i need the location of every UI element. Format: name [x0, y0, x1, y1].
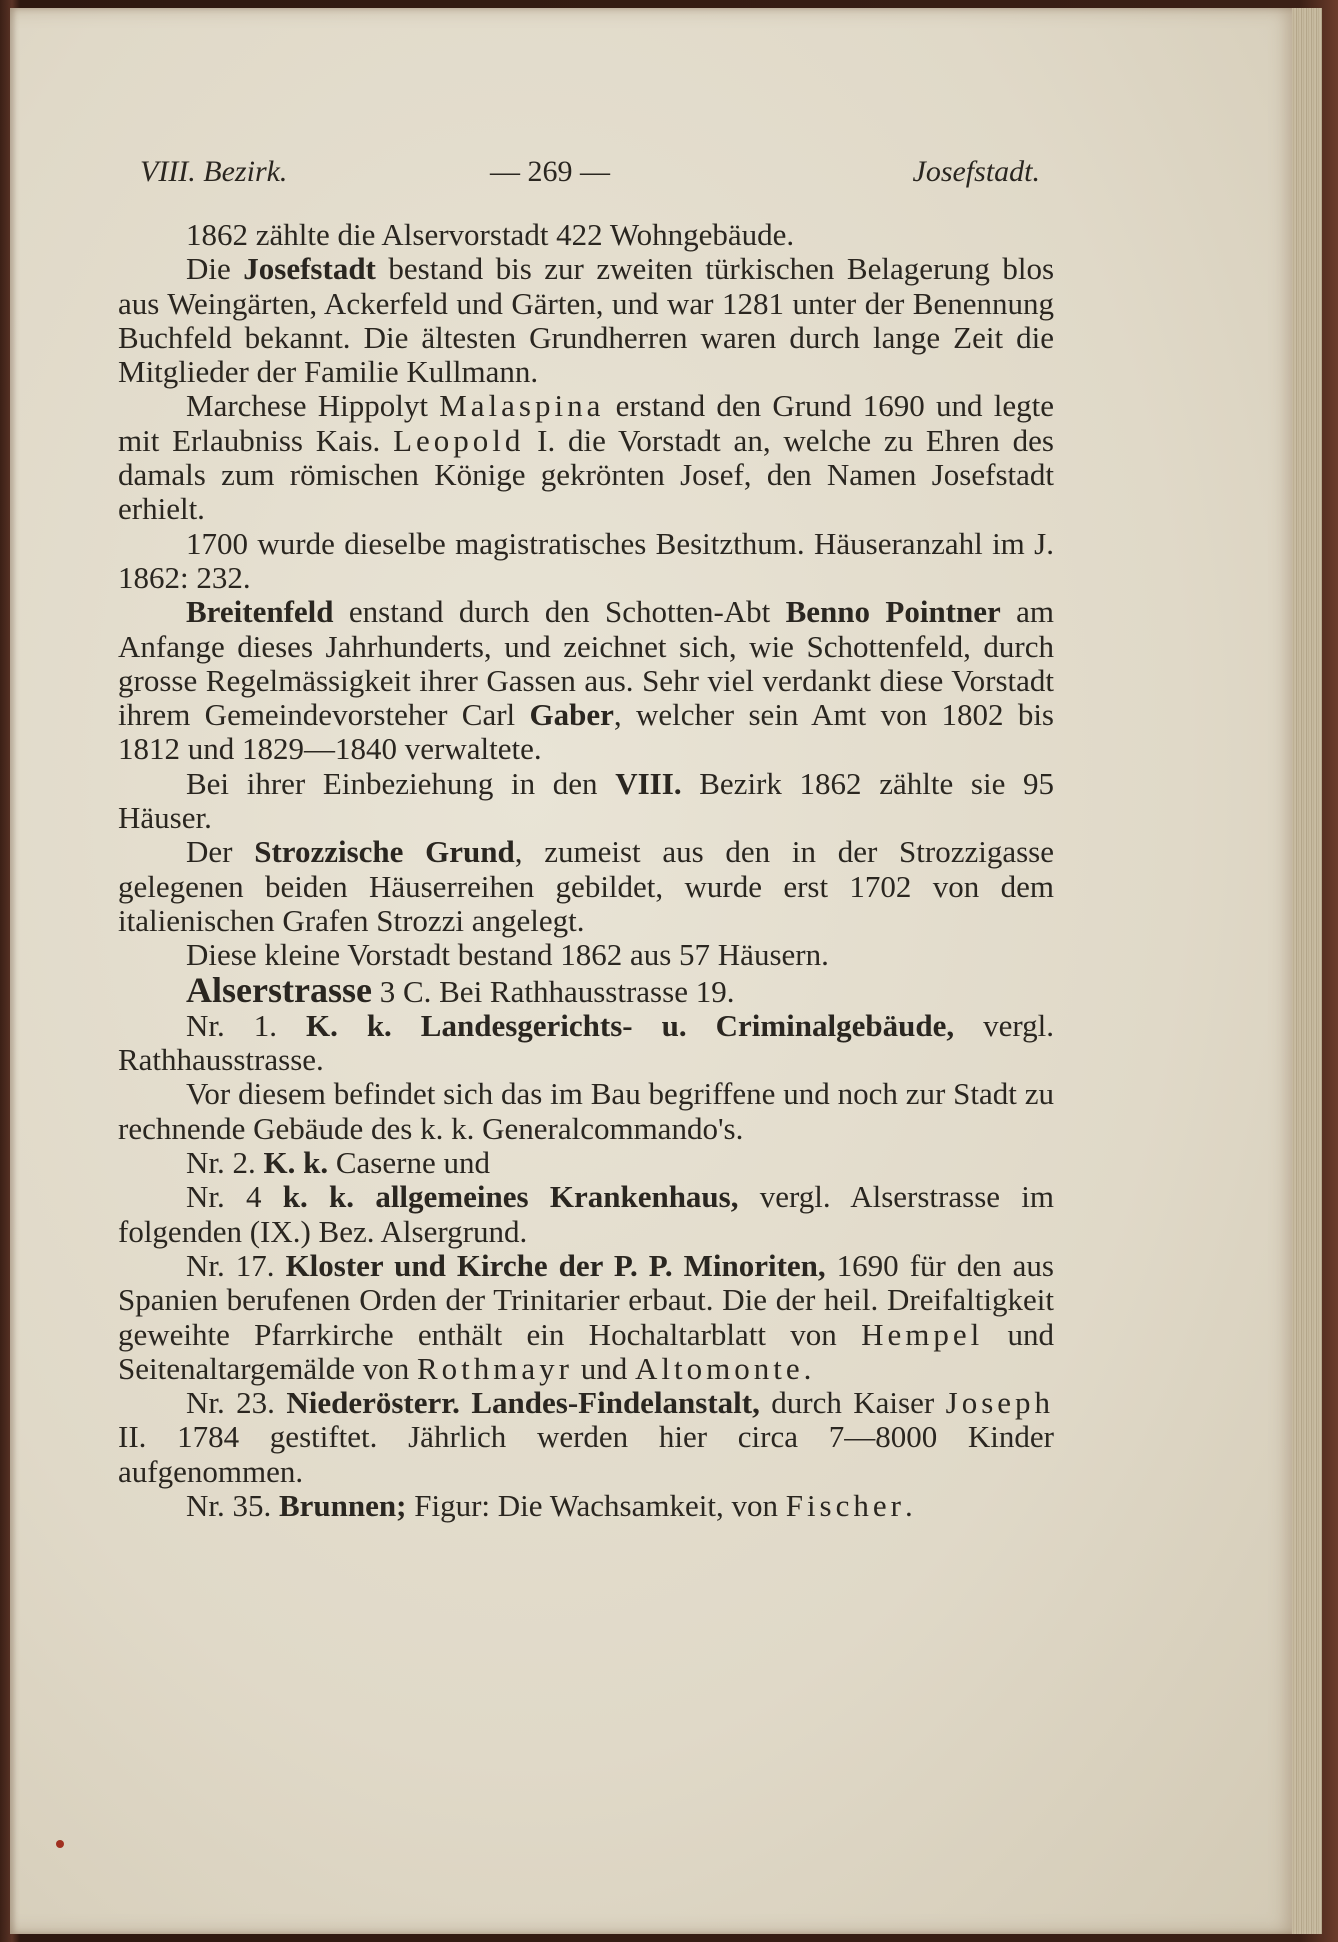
page-edges: [1292, 8, 1322, 1934]
paragraph: Diese kleine Vorstadt bestand 1862 aus 57 Häusern.: [186, 937, 829, 973]
paragraph: Vor diesem befindet sich das im Bau begriffene und noch zur Stadt zu rechnende Gebäude des k. k. Generalcommando's.: [118, 1076, 1054, 1146]
paragraph: Der Strozzische Grund, zumeist aus den in der Strozzigasse gelegenen beiden Häuserreihen gebildet, wurde erst 1702 von dem italienischen Grafen Strozzi angelegt.: [118, 834, 1055, 938]
paragraph: Marchese Hippolyt Malaspina erstand den Grund 1690 und legte mit Erlaubniss Kais. Leopold I. die Vorstadt an, welche zu Ehren des damals zum römischen Könige gekrönten Josef, den Namen Josefstadt erhielt.: [118, 388, 1055, 527]
entry: Nr. 23. Niederösterr. Landes-Findelanstalt, durch Kaiser Joseph II. 1784 gestiftet. Jährlich werden hier circa 7—8000 Kinder aufgenommen.: [118, 1385, 1055, 1489]
paragraph: Bei ihrer Einbeziehung in den VIII. Bezirk 1862 zählte sie 95 Häuser.: [118, 765, 1054, 836]
running-header: [140, 155, 1040, 195]
paragraph: Die Josefstadt bestand bis zur zweiten türkischen Belagerung blos aus Weingärten, Ackerfeld und Gärten, und war 1281 unter der Benennung Buchfeld bekannt. Die ältesten Grundherren waren durch lange Zeit die Mitglieder der Familie Kullmann.: [118, 251, 1055, 390]
page-number: — 269 —: [490, 155, 610, 188]
entry: Nr. 2. K. k. Caserne und: [186, 1145, 490, 1181]
entry: Nr. 35. Brunnen; Figur: Die Wachsamkeit, von Fischer.: [186, 1487, 913, 1523]
header-section: Josefstadt.: [912, 155, 1040, 188]
body-text: [118, 218, 1054, 1523]
entry: Nr. 17. Kloster und Kirche der P. P. Minoriten, 1690 für den aus Spanien berufenen Orden der Trinitarier erbaut. Die der heil. Dreifaltigkeit geweihte Pfarrkirche enthält ein Hochaltarblatt von Hempel und Seitenaltargemälde von Rothmayr und Altomonte.: [118, 1247, 1055, 1386]
street-heading: Alserstrasse 3 C. Bei Rathhausstrasse 19.: [186, 969, 735, 1010]
entry: Nr. 1. K. k. Landesgerichts- u. Criminalgebäude, vergl. Rathhausstrasse.: [118, 1007, 1054, 1078]
header-district: VIII. Bezirk.: [140, 155, 288, 188]
entry: Nr. 4 k. k. allgemeines Krankenhaus, vergl. Alserstrasse im folgenden (IX.) Bez. Alsergrund.: [118, 1179, 1055, 1249]
paragraph: 1700 wurde dieselbe magistratisches Besitzthum. Häuseranzahl im J. 1862: 232.: [118, 525, 1054, 595]
ink-spot: [56, 1840, 64, 1848]
paragraph: 1862 zählte die Alservorstadt 422 Wohngebäude.: [186, 217, 795, 252]
paragraph: Breitenfeld enstand durch den Schotten-Abt Benno Pointner am Anfange dieses Jahrhunderts, und zeichnet sich, wie Schottenfeld, durch grosse Regelmässigkeit ihrer Gassen aus. Sehr viel verdankt diese Vorstadt ihrem Gemeindevorsteher Carl Gaber, welcher sein Amt von 1802 bis 1812 und 1829—1840 verwaltete.: [118, 594, 1054, 767]
